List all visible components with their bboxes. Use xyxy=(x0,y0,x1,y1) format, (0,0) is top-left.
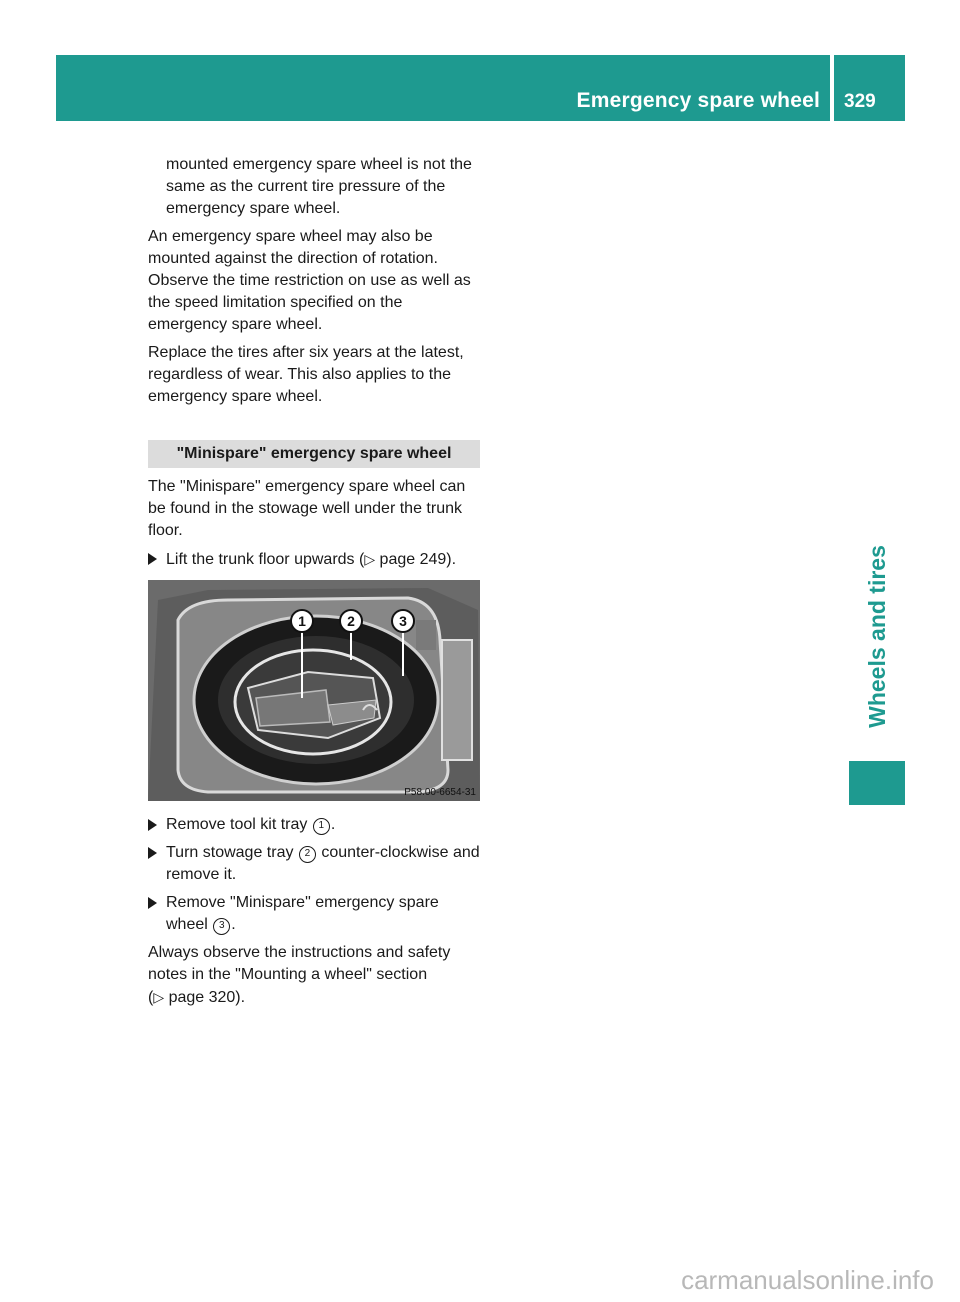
step-text: Remove tool kit tray xyxy=(166,816,312,833)
step-arrow-icon xyxy=(148,553,157,565)
step-arrow-icon xyxy=(148,819,157,831)
section-intro xyxy=(148,476,482,571)
step-text-end: . xyxy=(330,816,336,833)
step-lift-floor xyxy=(148,548,482,571)
safety-note xyxy=(148,942,482,1009)
safety-note-text: Always observe the instructions and safety notes in the "Mounting a wheel" section xyxy=(148,944,451,983)
callout-1 xyxy=(291,610,313,632)
page-reference-link[interactable]: page 249). xyxy=(379,551,457,568)
steps-column xyxy=(148,814,482,1009)
side-tab xyxy=(849,520,905,752)
intro-continued: mounted emergency spare wheel is not the same as the current tire pressure of the emergency spare wheel. xyxy=(166,156,472,217)
callout-3 xyxy=(392,610,414,632)
side-tab-label: Wheels and tires xyxy=(863,544,890,728)
ref-open-paren: ( xyxy=(148,989,154,1006)
callout-ref-2: 2 xyxy=(299,846,316,863)
callout-ref-3: 3 xyxy=(213,918,230,935)
figure-code: P58.00-6654-31 xyxy=(404,787,476,798)
watermark: carmanualsonline.info xyxy=(681,1265,934,1295)
svg-text:2: 2 xyxy=(347,613,355,629)
step-remove-tray xyxy=(148,814,482,836)
svg-text:1: 1 xyxy=(298,613,306,629)
trunk-spare-wheel-figure xyxy=(148,580,480,801)
step-text: Lift the trunk floor upwards ( xyxy=(166,551,365,568)
header-title: Emergency spare wheel xyxy=(576,89,820,112)
callout-ref-1: 1 xyxy=(313,818,330,835)
callout-2 xyxy=(340,610,362,632)
page-number: 329 xyxy=(834,55,905,121)
page-reference-link[interactable]: page 320). xyxy=(168,989,246,1006)
page-ref-triangle-icon: ▷ xyxy=(153,989,165,1005)
intro-paragraph-2: Replace the tires after six years at the latest, regardless of wear. This also applies to the emergency spare wheel. xyxy=(148,344,464,405)
step-turn-stowage xyxy=(148,842,482,886)
step-text-end: . xyxy=(231,916,236,933)
intro-column xyxy=(148,154,482,408)
intro-paragraph-1: An emergency spare wheel may also be mounted against the direction of rotation. Observe the time restriction on use as well as the speed limitation specified on the emergency spare wheel. xyxy=(148,228,471,333)
step-text-end: counter-clockwise and remove it. xyxy=(166,844,480,883)
section-heading: "Minispare" emergency spare wheel xyxy=(148,440,480,468)
step-remove-wheel xyxy=(148,892,482,936)
figure-illustration xyxy=(148,580,480,801)
section-paragraph-1: The "Minispare" emergency spare wheel can be found in the stowage well under the trunk floor. xyxy=(148,478,466,539)
page-ref-triangle-icon: ▷ xyxy=(364,551,376,567)
step-text: Remove "Minispare" emergency spare wheel xyxy=(166,894,439,933)
step-arrow-icon xyxy=(148,897,157,909)
side-block xyxy=(849,761,905,805)
step-arrow-icon xyxy=(148,847,157,859)
step-text: Turn stowage tray xyxy=(166,844,298,861)
svg-text:3: 3 xyxy=(399,613,407,629)
